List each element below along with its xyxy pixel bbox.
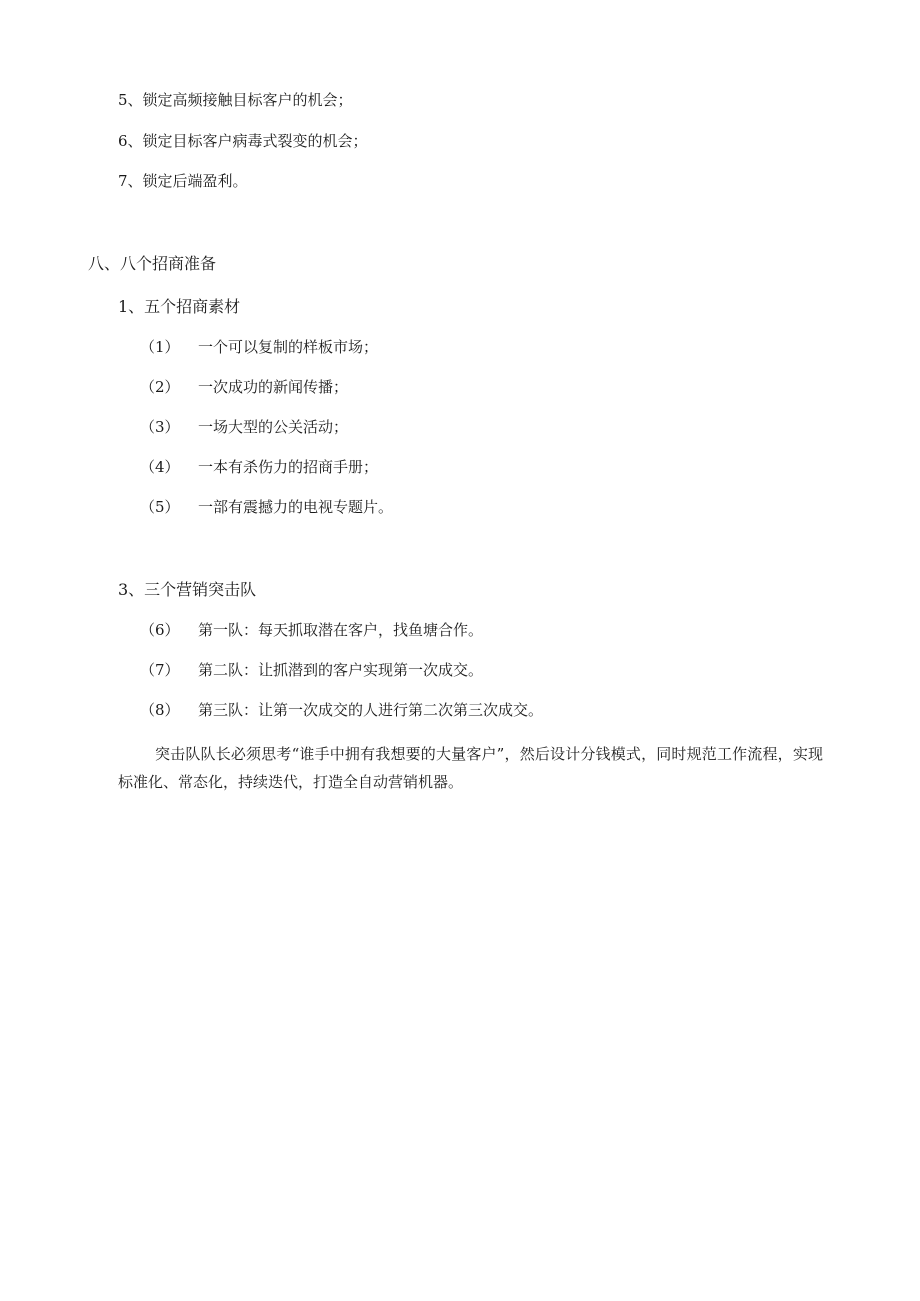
- item-number: （3）: [140, 418, 180, 436]
- group-one-title: 1、五个招商素材: [118, 297, 241, 316]
- list-item: [140, 660, 740, 680]
- item-number: （2）: [140, 378, 180, 396]
- item-number: （1）: [140, 338, 180, 356]
- item-text: 第二队：让抓潜到的客户实现第一次成交。: [198, 661, 484, 679]
- group-three-title: 3、三个营销突击队: [118, 580, 257, 599]
- item-text: 一本有杀伤力的招商手册；: [198, 458, 379, 476]
- item-number: （7）: [140, 661, 180, 679]
- item-text: 一次成功的新闻传播；: [198, 378, 349, 396]
- intro-item-5: 5、锁定高频接触目标客户的机会；: [118, 91, 353, 109]
- list-item: [140, 337, 740, 357]
- item-text: 一部有震撼力的电视专题片。: [198, 498, 394, 516]
- list-item: [140, 700, 740, 720]
- item-text: 第一队：每天抓取潜在客户，找鱼塘合作。: [198, 621, 484, 639]
- body-paragraph: 突击队队长必须思考“谁手中拥有我想要的大量客户”，然后设计分钱模式，同时规范工作流程，实现标准化、常态化，持续迭代，打造全自动营销机器。: [118, 745, 823, 791]
- section-eight-title: 八、八个招商准备: [88, 254, 217, 273]
- list-item: [140, 457, 740, 477]
- list-item: [140, 497, 740, 517]
- list-item: [140, 377, 740, 397]
- list-item: [140, 620, 740, 640]
- item-text: 一场大型的公关活动；: [198, 418, 349, 436]
- list-item: [140, 417, 740, 437]
- intro-item-6: 6、锁定目标客户病毒式裂变的机会；: [118, 132, 368, 150]
- item-number: （5）: [140, 498, 180, 516]
- item-text: 一个可以复制的样板市场；: [198, 338, 379, 356]
- item-number: （6）: [140, 621, 180, 639]
- item-number: （4）: [140, 458, 180, 476]
- item-number: （8）: [140, 701, 180, 719]
- intro-item-7: 7、锁定后端盈利。: [118, 172, 248, 190]
- item-text: 第三队：让第一次成交的人进行第二次第三次成交。: [198, 701, 544, 719]
